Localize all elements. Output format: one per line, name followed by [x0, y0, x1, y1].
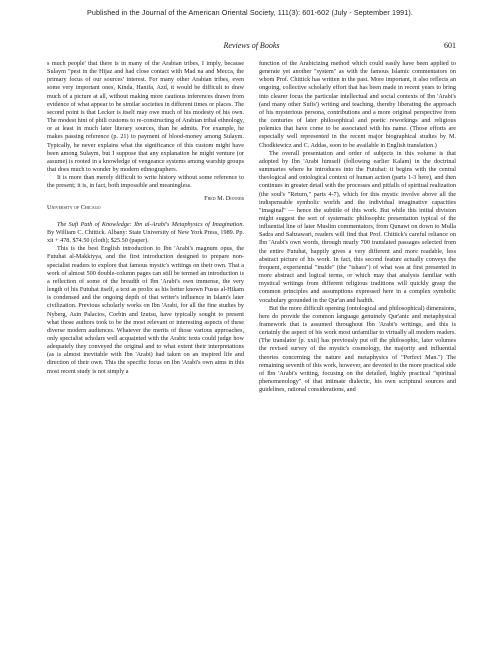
prior-review-paragraph: s much people' that there is in many of the Arabian tribes, I imply, because Sulaym "pest in the Hijaz and had close contact with Mad na and Mecca, the primary focus of our sources' interest. For many other Arabian tribes, even some very important ones, Kinda, Hanifa, Azd, it would be difficult to draw much of a picture at all, without making more cautious inferences drawn from evidence of what appear to be similar societies in different times or places. The second point is that Lecker is itself may owe much of his modesty of his own. The modest hint of phili customs to re-constructing of Arabian tribal ethnology, or at least in much later literary sources, than he admits. For example, he makes passing reference (p. 21) to payment of blood-money among Sulaym. Typically, he never explains what the significance of this custom might have been among Sulaym, but I suppose that any explanation he might venture (or assume) is rooted in a knowledge of vengeance systems among warship groups that does much to wonder by modern ethnographers.	[47, 60, 244, 174]
reviewer-affiliation: University of Chicago	[47, 203, 101, 211]
running-title: Reviews of Books	[223, 41, 280, 50]
running-head	[47, 41, 456, 53]
review-paragraph: But the more difficult opening (ontological and philosophical) dimensions, here do provide the common language genuinely Qur'anic and metaphysical framework that is assumed throughout Ibn 'Arabi's writings, and this is certainly the aspect of his work most unfamiliar to virtually all modern readers. (The translator [p. xxii] has previously put off the philosophic, later volumes the revised survey of the mystic's cosmology, the majority and influential theories concerning the nature and metaphysics of "Perfect Man.") The remaining seventh of this work, however, are devoted to the more practical side of Ibn 'Arabi's writing, focusing on the detailed, highly practical "spiritual phenomenology" of that intimate dialectic, his own scriptural sources and guidelines, rational considerations, and	[259, 304, 456, 394]
prior-review-paragraph: It is more than merely difficult to write history without some reference to the present; it is, in fact, both impossible and meaningless.	[47, 174, 244, 190]
review-paragraph: function of the Arabicizing method which could easily have been applied to generate yet another "system" as with the famous Islamic commentators on whom Prof. Chittick has written in the past. More important, it also reflects an ongoing, collective scholarly effort that has been made in recent years to bring into clearer focus the particular intellectual and social contexts of Ibn 'Arabi's (and many other Sufis') writing and teaching, thereby liberating the approach of his mysterious persona, contributions and a more original perspective from the centuries of later philosophical and poetic reworkings and religious polemics that have come to be associated with his name. (Those efforts are especially well represented in the recent major biographical studies by M. Chodkiewicz and C. Addas, soon to be available in English translation.)	[259, 60, 456, 149]
review-paragraph: This is the best English introduction to Ibn 'Arabi's magnum opus, the Futuhat al-Makkiyya, and the first introduction designed to prepare non-specialist readers to explore that famous mystic's writings on their own. That a work of almost 500 double-column pages can still be termed an introduction is a reflection of some of the breadth of Ibn 'Arabi's own immense, the very length of his Futuhat itself, a text as prolix as his better known Fusus al-Hikam is condensed and the ongoing depth of that writer's influence in Islam's later civilization. Previous scholarly works on Ibn 'Arabi, for all the fine studies by Nyberg, Asin Palacios, Corbin and Izutsu, have typically sought to present what those authors took to be the most relevant or interesting aspects of these diverse modern audiences. Whatever the merits of those various approaches, only specialist scholars well acquainted with the Arabic texts could judge how adequately they conveyed the original and to what extent their interpretations (as is almost inevitable with Ibn 'Arabi) had taken on an inspired life and direction of their own. This the specific focus on Ibn 'Arabi's own aims in this most recent study is not simply a	[47, 245, 244, 375]
left-column	[47, 60, 244, 376]
book-author-publisher: By William C. Chittick. Albany: State University of New York Press, 1989. Pp. xii + 478. $74.50 (cloth); $25.50 (paper).	[47, 228, 244, 245]
section-spacer	[47, 212, 244, 221]
publication-notice: Published in the Journal of the American Oriental Society, 111(3): 601-602 (July - September 1991).	[87, 8, 413, 17]
page-number: 601	[444, 41, 456, 50]
book-title: The Sufi Path of Knowledge: Ibn al-Arabi's Metaphysics of Imagination.	[57, 220, 244, 228]
book-citation	[47, 221, 244, 245]
review-paragraph: The overall presentation and order of subjects in this volume is that adopted by Ibn 'Arabi himself (following earlier Kalam) in the doctrinal summaries where he introduces into the Futuhat: it begins with the central theological and ontological context of human action (parts 1-3 here), and then continues in greater detail with the processes and pitfalls of spiritual realization (the soul's "Return," parts 4-7), which for this mystic involve above all the indispensable symbolic worlds and the individual imaginative capacities "imaginal" — hence the subtitle of this work. But while this initial division might suggest the sort of systematic philosophic presentation typical of the influential line of later Muslim commentators, from Qunawi on down to Mulla Sadra and Sabzawari, readers will find that Prof. Chittick's careful reliance on Ibn 'Arabi's own words, through nearly 700 translated passages selected from the entire Futuhat, happily gives a very different and more readable, less abstract picture of his work. In fact, this second feature actually conveys the frequent, experiential "inside" (the "ishara") of what was at first presented in more abstract and logical terms, or which may that analysis familiar with mystical writings from different religious traditions will quickly grasp the common principles and assumptions expressed here in a complex symbolic vocabulary grounded in the Qur'an and hadith.	[259, 149, 456, 304]
right-column	[259, 60, 456, 394]
reviewer-name: Fred M. Donner	[204, 194, 244, 202]
